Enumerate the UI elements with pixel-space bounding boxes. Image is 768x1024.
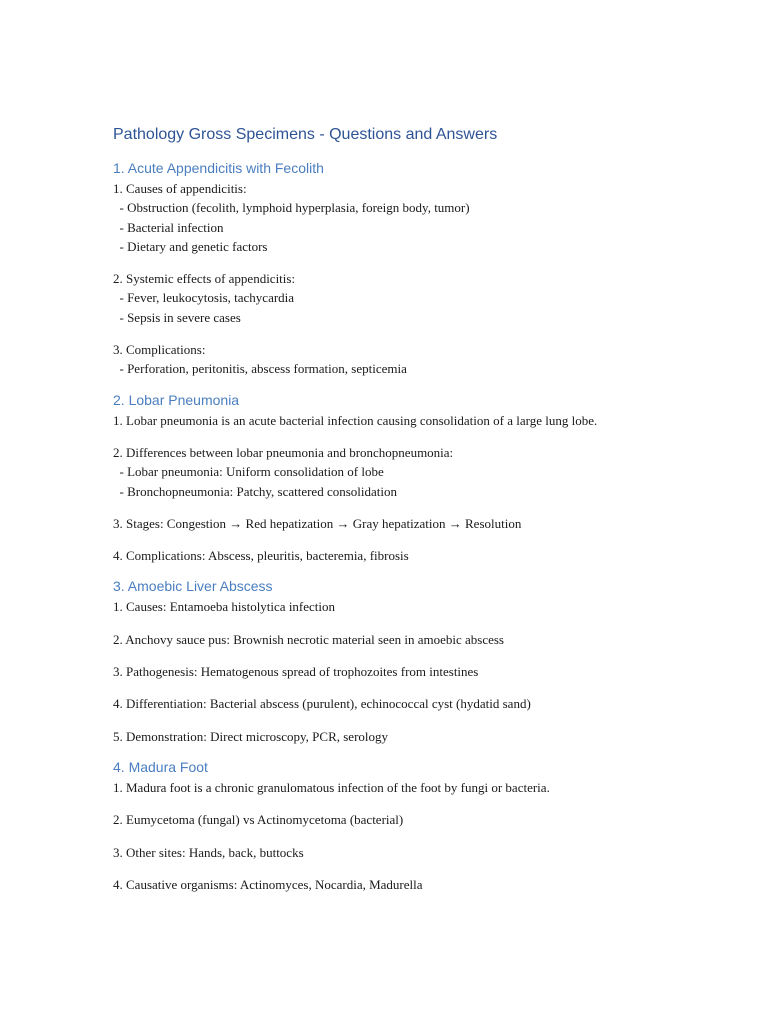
item-text: 4. Complications: Abscess, pleuritis, bacteremia, fibrosis <box>113 548 409 564</box>
paragraph <box>113 778 713 797</box>
paragraph <box>113 269 713 327</box>
item-text: 1. Causes: Entamoeba histolytica infection <box>113 599 336 615</box>
sub-item-text: - Bronchopneumonia: Patchy, scattered consolidation <box>113 483 398 499</box>
item-text: 3. Other sites: Hands, back, buttocks <box>113 844 304 860</box>
section-heading: 3. Amoebic Liver Abscess <box>113 578 273 595</box>
item-text: 5. Demonstration: Direct microscopy, PCR, serology <box>113 728 389 744</box>
sub-item-text: - Dietary and genetic factors <box>113 238 268 254</box>
sub-item-text: - Sepsis in severe cases <box>113 309 241 325</box>
document-page <box>113 125 713 906</box>
item-text: 3. Complications: <box>113 342 206 358</box>
item-text: 1. Lobar pneumonia is an acute bacterial infection causing consolidation of a large lung lobe. <box>113 412 598 428</box>
document-title: Pathology Gross Specimens - Questions and Answers <box>113 126 498 143</box>
section-1 <box>113 159 713 379</box>
section-heading: 4. Madura Foot <box>113 758 208 775</box>
paragraph <box>113 597 713 616</box>
item-text: 2. Systemic effects of appendicitis: <box>113 271 296 287</box>
paragraph <box>113 411 713 430</box>
item-text: 1. Madura foot is a chronic granulomatous infection of the foot by fungi or bacteria. <box>113 779 550 795</box>
sub-item-text: - Fever, leukocytosis, tachycardia <box>113 290 295 306</box>
section-4 <box>113 758 713 894</box>
paragraph <box>113 340 713 379</box>
sub-item-text: - Lobar pneumonia: Uniform consolidation of lobe <box>113 464 384 480</box>
item-text: 1. Causes of appendicitis: <box>113 181 247 196</box>
paragraph <box>113 727 713 746</box>
item-text: 4. Differentiation: Bacterial abscess (purulent), echinococcal cyst (hydatid sand) <box>113 696 531 712</box>
paragraph <box>113 546 713 565</box>
item-text: 2. Eumycetoma (fungal) vs Actinomycetoma (bacterial) <box>113 812 404 828</box>
paragraph <box>113 694 713 713</box>
paragraph <box>113 514 713 533</box>
sub-item-text: - Obstruction (fecolith, lymphoid hyperplasia, foreign body, tumor) <box>113 200 470 216</box>
item-text: 2. Differences between lobar pneumonia and bronchopneumonia: <box>113 444 454 460</box>
paragraph <box>113 875 713 894</box>
document-body <box>113 159 713 894</box>
item-text: 3. Pathogenesis: Hematogenous spread of trophozoites from intestines <box>113 664 479 680</box>
sub-item-text: - Perforation, peritonitis, abscess formation, septicemia <box>113 361 407 377</box>
paragraph <box>113 843 713 862</box>
item-text: 2. Anchovy sauce pus: Brownish necrotic material seen in amoebic abscess <box>113 631 504 647</box>
paragraph <box>113 810 713 829</box>
section-2 <box>113 391 713 566</box>
paragraph <box>113 630 713 649</box>
item-text: 4. Causative organisms: Actinomyces, Nocardia, Madurella <box>113 876 423 892</box>
paragraph <box>113 662 713 681</box>
section-heading: 1. Acute Appendicitis with Fecolith <box>113 160 324 176</box>
section-3 <box>113 577 713 745</box>
paragraph <box>113 443 713 501</box>
item-text: 3. Stages: Congestion → Red hepatization → Gray hepatization → Resolution <box>113 515 522 531</box>
sub-item-text: - Bacterial infection <box>113 219 224 235</box>
paragraph <box>113 179 713 256</box>
section-heading: 2. Lobar Pneumonia <box>113 391 240 408</box>
